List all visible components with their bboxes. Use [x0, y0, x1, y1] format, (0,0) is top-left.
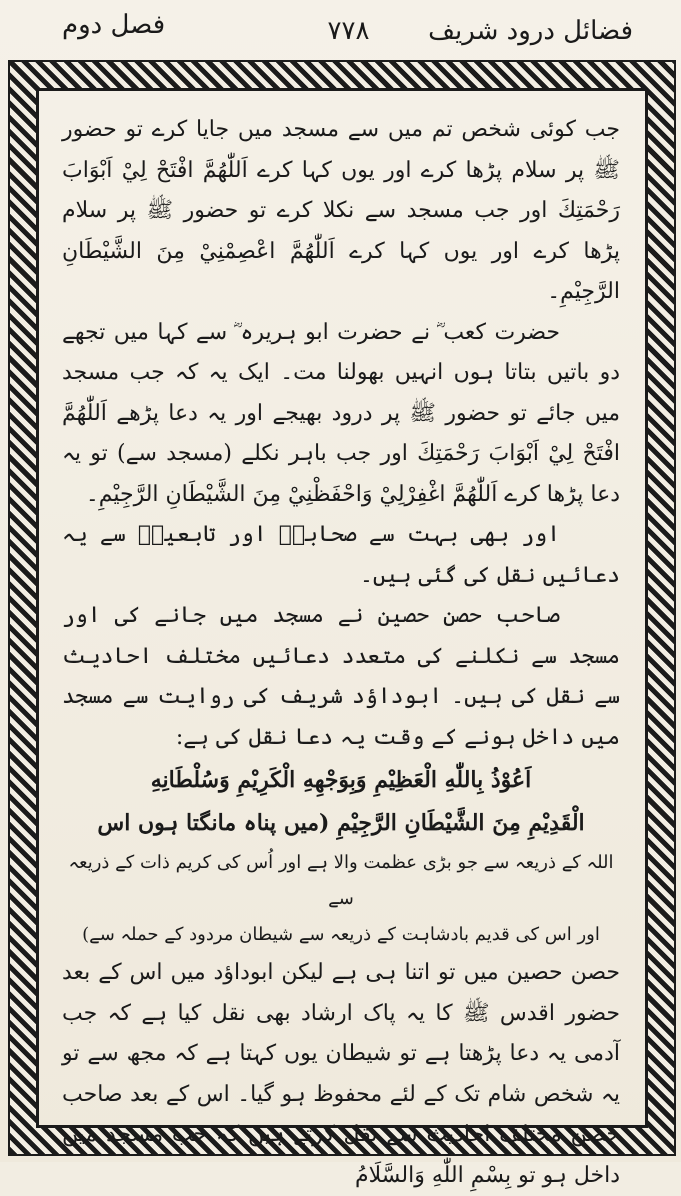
- running-header: [40, 6, 657, 56]
- translation-line-1: اللہ کے ذریعہ سے جو بڑی عظمت والا ہے اور اُس کی کریم ذات کے ذریعہ سے: [68, 852, 614, 909]
- arabic-dua-line-1: اَعُوْذُ بِاللّٰهِ الْعَظِيْمِ وَبِوَجْهِهِ الْكَرِيْمِ وَسُلْطَانِهِ: [150, 767, 532, 793]
- paragraph-2: حضرت کعب ؓ نے حضرت ابو ہریرہ ؓ سے کہا میں تجھے دو باتیں بتاتا ہوں انہیں بھولنا مت۔ ایک یہ کہ جب مسجد میں جائے تو حضور ﷺ پر درود بھیجے اور یہ دعا پڑھے اَللّٰهُمَّ افْتَحْ لِيْ اَبْوَابَ رَحْمَتِكَ اور جب باہر نکلے (مسجد سے) تو یہ دعا پڑھا کرے اَللّٰهُمَّ اغْفِرْلِيْ وَاحْفَظْنِيْ مِنَ الشَّيْطَانِ الرَّجِيْمِ۔: [62, 319, 620, 507]
- closing-paragraph: حصن حصین میں تو اتنا ہی ہے لیکن ابوداؤد میں اس کے بعد حضور اقدس ﷺ کا یہ پاک ارشاد بھی نقل کیا ہے کہ جب آدمی یہ دعا پڑھتا ہے تو شیطان یوں کہتا ہے کہ مجھ سے تو یہ شخص شام تک کے لئے محفوظ ہو گیا۔ اس کے بعد صاحب حصن مختلف احادیث سے نقل کرتے ہیں کہ جب مسجد میں داخل ہو تو بِسْمِ اللّٰهِ وَالسَّلَامُ: [62, 960, 620, 1188]
- page-number: ۷۷۸: [327, 16, 370, 46]
- chapter-title: فصل دوم: [62, 10, 166, 40]
- arabic-dua-line-2: الْقَدِيْمِ مِنَ الشَّيْطَانِ الرَّجِيْمِ (میں پناہ مانگتا ہوں اس: [97, 809, 585, 836]
- paragraph-1: جب کوئی شخص تم میں سے مسجد میں جایا کرے تو حضور ﷺ پر سلام پڑھا کرے اور یوں کہا کرے اَللّٰهُمَّ افْتَحْ لِيْ اَبْوَابَ رَحْمَتِكَ اور جب مسجد سے نکلا کرے تو حضور ﷺ پر سلام پڑھا کرے اور یوں کہا کرے اَللّٰهُمَّ اعْصِمْنِيْ مِنَ الشَّيْطَانِ الرَّجِيْمِ۔: [62, 117, 620, 304]
- translation-line-2: اور اس کی قدیم بادشاہت کے ذریعہ سے شیطان مردود کے حملہ سے): [82, 924, 600, 945]
- paragraph-3: اور بھی بہت سے صحابہؓ اور تابعینؒ سے یہ دعائیں نقل کی گئی ہیں۔: [62, 522, 620, 588]
- book-title: فضائل درود شریف: [428, 16, 633, 46]
- page-body: [62, 110, 620, 1188]
- paragraph-4: صاحب حصن حصین نے مسجد میں جانے کی اور مسجد سے نکلنے کی متعدد دعائیں مختلف احادیث سے نقل کی ہیں۔ ابوداؤد شریف کی روایت سے مسجد میں داخل ہونے کے وقت یہ دعا نقل کی ہے:: [62, 603, 620, 750]
